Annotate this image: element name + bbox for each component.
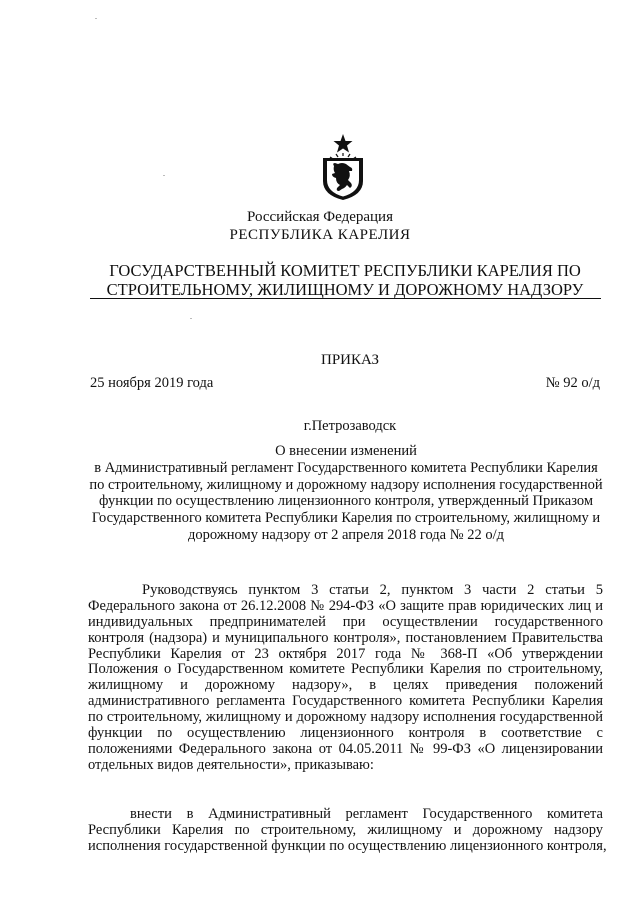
subject-line: в Административный регламент Государственного комитета Республики Карелия	[94, 459, 598, 476]
body-line: положениями Федерального закона от 04.05.2011 № 99-ФЗ «О лицензировании	[88, 740, 603, 757]
body-line: по строительному, жилищному и дорожному надзору исполнения государственной	[88, 709, 603, 726]
scan-speck	[163, 175, 165, 176]
header-divider	[90, 298, 601, 299]
order-city: г.Петрозаводск	[303, 418, 397, 434]
body-line: функции по осуществлению лицензионного контроля в соответствие с	[88, 725, 603, 742]
body-line: контроля (надзора) и муниципального контроля», постановлением Правительства	[88, 629, 603, 646]
body-line: отдельных видов деятельности», приказываю:	[88, 756, 374, 773]
body-line: внести в Административный регламент Государственного комитета	[130, 806, 603, 822]
body-line: административного регламента Государственного комитета Республики Карелия	[88, 693, 603, 710]
document-type: ПРИКАЗ	[321, 352, 379, 368]
karelia-coat-of-arms-icon	[318, 133, 368, 201]
agency-name-line1: ГОСУДАРСТВЕННЫЙ КОМИТЕТ РЕСПУБЛИКИ КАРЕЛИЯ ПО	[109, 261, 581, 280]
scan-speck	[190, 318, 192, 319]
body-line: Руководствуясь пунктом 3 статьи 2, пунктом 3 части 2 статьи 5	[142, 582, 603, 598]
body-line: исполнения государственной функции по осуществлению лицензионного контроля,	[88, 837, 607, 854]
republic-name: РЕСПУБЛИКА КАРЕЛИЯ	[229, 227, 411, 243]
order-date: 25 ноября 2019 года	[90, 375, 214, 391]
scan-speck	[95, 18, 97, 19]
agency-name-line2: СТРОИТЕЛЬНОМУ, ЖИЛИЩНОМУ И ДОРОЖНОМУ НАДЗОРУ	[106, 280, 584, 299]
body-line: Республики Карелия по строительному, жилищному и дорожному надзору	[88, 821, 603, 838]
subject-line: дорожному надзору от 2 апреля 2018 года № 22 о/д	[188, 526, 504, 543]
subject-line: О внесении изменений	[275, 443, 417, 459]
subject-line: функции по осуществлению лицензионного контроля, утвержденный Приказом	[98, 493, 594, 510]
subject-line: по строительному, жилищному и дорожному надзору исполнения государственной	[89, 476, 603, 493]
country-name: Российская Федерация	[247, 209, 393, 225]
body-paragraph-2	[88, 806, 607, 855]
order-subject	[88, 443, 604, 544]
body-line: жилищному и дорожному надзору», в целях приведения положений	[88, 677, 603, 694]
body-paragraph-1	[88, 583, 603, 774]
order-number: № 92 о/д	[545, 375, 600, 391]
body-line: Положения о Государственном комитете Республики Карелия по строительному,	[88, 661, 603, 678]
subject-line: Государственного комитета Республики Карелия по строительному, жилищному и	[91, 510, 601, 527]
body-line: Республики Карелия от 23 октября 2017 года № 368-П «Об утверждении	[88, 645, 603, 662]
body-line: индивидуальных предпринимателей при осуществлении государственного	[88, 613, 603, 630]
body-line: Федерального закона от 26.12.2008 № 294-ФЗ «О защите прав юридических лиц и	[88, 597, 603, 614]
